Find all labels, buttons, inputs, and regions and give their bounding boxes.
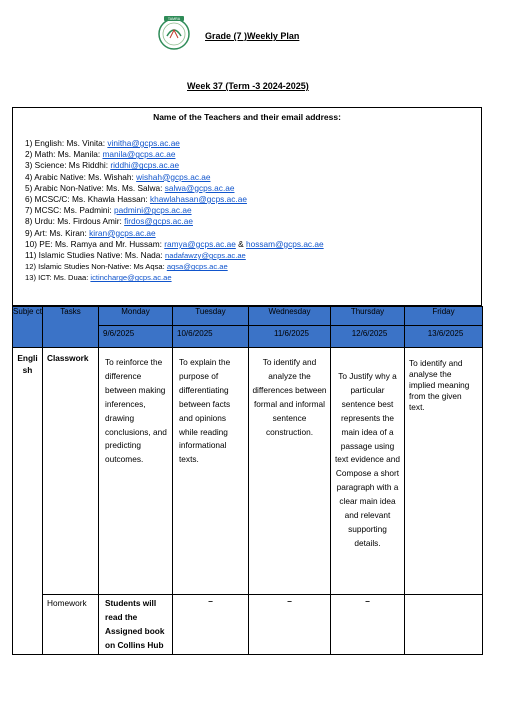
teacher-item: 2) Math: Ms. Manila: manila@gcps.ac.ae bbox=[25, 149, 176, 160]
date-thursday: 12/6/2025 bbox=[331, 326, 405, 348]
teacher-item: 11) Islamic Studies Native: Ms. Nada: nadafawzy@gcps.ac.ae bbox=[25, 250, 246, 261]
email-link[interactable]: wishah@gcps.ac.ae bbox=[136, 171, 211, 182]
day-header-tuesday: Tuesday bbox=[173, 307, 249, 326]
teacher-item: 13) ICT: Ms. Duaa: ictincharge@gcps.ac.ae bbox=[25, 273, 172, 283]
teacher-item: 5) Arabic Non-Native: Ms. Ms. Salwa: salwa@gcps.ac.ae bbox=[25, 182, 235, 193]
weekly-plan-table bbox=[12, 306, 483, 655]
teacher-item: 1) English: Ms. Vinita: vinitha@gcps.ac.ae bbox=[25, 138, 180, 148]
school-logo bbox=[150, 14, 198, 52]
homework-label: Homework bbox=[43, 595, 99, 655]
tasks-header: Tasks bbox=[43, 307, 99, 348]
teacher-item: 10) PE: Ms. Ramya and Mr. Hussam: ramya@gcps.ac.ae & hossam@gcps.ac.ae bbox=[25, 238, 324, 249]
week-heading: Week 37 (Term -3 2024-2025) bbox=[187, 81, 309, 91]
email-link[interactable]: ramya@gcps.ac.ae bbox=[164, 238, 236, 249]
homework-tuesday: – bbox=[173, 595, 249, 655]
email-link[interactable]: manila@gcps.ac.ae bbox=[102, 149, 176, 160]
teacher-item: 4) Arabic Native: Ms. Wishah: wishah@gcps.ac.ae bbox=[25, 171, 211, 182]
email-link[interactable]: vinitha@gcps.ac.ae bbox=[107, 138, 180, 148]
email-link[interactable]: nadafawzy@gcps.ac.ae bbox=[165, 251, 246, 261]
teachers-heading: Name of the Teachers and their email address: bbox=[153, 112, 341, 122]
email-link[interactable]: kiran@gcps.ac.ae bbox=[89, 227, 156, 238]
day-header-monday: Monday bbox=[99, 307, 173, 326]
classwork-wednesday: To identify and analyze the differences between formal and informal sentence construction. bbox=[249, 348, 331, 595]
email-link[interactable]: hossam@gcps.ac.ae bbox=[246, 238, 324, 249]
date-wednesday: 11/6/2025 bbox=[249, 326, 331, 348]
teacher-item: 9) Art: Ms. Kiran: kiran@gcps.ac.ae bbox=[25, 227, 156, 238]
day-header-wednesday: Wednesday bbox=[249, 307, 331, 326]
teacher-item: 12) Islamic Studies Non-Native: Ms Aqsa: aqsa@gcps.ac.ae bbox=[25, 262, 228, 272]
teacher-list bbox=[25, 138, 324, 284]
teacher-item: 6) MCSC/C: Ms. Khawla Hassan: khawlahasan@gcps.ac.ae bbox=[25, 194, 247, 205]
classwork-label: Classwork bbox=[43, 348, 99, 595]
day-header-friday: Friday bbox=[405, 307, 483, 326]
email-link[interactable]: padmini@gcps.ac.ae bbox=[113, 205, 192, 216]
classwork-tuesday: To explain the purpose of differentiating between facts and opinions while reading informational texts. bbox=[173, 348, 249, 595]
email-link[interactable]: ictincharge@gcps.ac.ae bbox=[90, 273, 172, 283]
subject-english: Engli sh bbox=[13, 348, 43, 655]
teachers-box bbox=[12, 107, 482, 306]
day-header-thursday: Thursday bbox=[331, 307, 405, 326]
homework-thursday: – bbox=[331, 595, 405, 655]
email-link[interactable]: firdos@gcps.ac.ae bbox=[124, 216, 193, 227]
email-link[interactable]: riddhi@gcps.ac.ae bbox=[110, 160, 180, 171]
classwork-thursday: To Justify why a particular sentence best represents the main idea of a passage using text evidence and Compose a short paragraph with a clear main idea and relevant supporting details. bbox=[331, 348, 405, 595]
date-tuesday: 10/6/2025 bbox=[173, 326, 249, 348]
homework-monday: Students will read the Assigned book on Collins Hub bbox=[99, 595, 173, 655]
date-monday: 9/6/2025 bbox=[99, 326, 173, 348]
classwork-monday: To reinforce the difference between making inferences, drawing conclusions, and predicting outcomes. bbox=[99, 348, 173, 595]
homework-wednesday: – bbox=[249, 595, 331, 655]
email-link[interactable]: salwa@gcps.ac.ae bbox=[164, 182, 235, 193]
teacher-item: 7) MCSC: Ms. Padmini: padmini@gcps.ac.ae bbox=[25, 205, 192, 216]
teacher-item: 3) Science: Ms Riddhi: riddhi@gcps.ac.ae bbox=[25, 160, 180, 171]
subject-header: Subje ct bbox=[13, 307, 43, 348]
page-title: Grade (7 )Weekly Plan bbox=[205, 31, 300, 41]
classwork-friday: To identify and analyse the implied meaning from the given text. bbox=[405, 348, 483, 595]
teacher-item: 8) Urdu: Ms. Firdous Amir: firdos@gcps.ac.ae bbox=[25, 216, 193, 227]
email-link[interactable]: aqsa@gcps.ac.ae bbox=[166, 262, 228, 272]
homework-friday bbox=[405, 595, 483, 655]
logo-text: TAMRA bbox=[167, 17, 181, 22]
email-link[interactable]: khawlahasan@gcps.ac.ae bbox=[149, 194, 247, 205]
date-friday: 13/6/2025 bbox=[405, 326, 483, 348]
